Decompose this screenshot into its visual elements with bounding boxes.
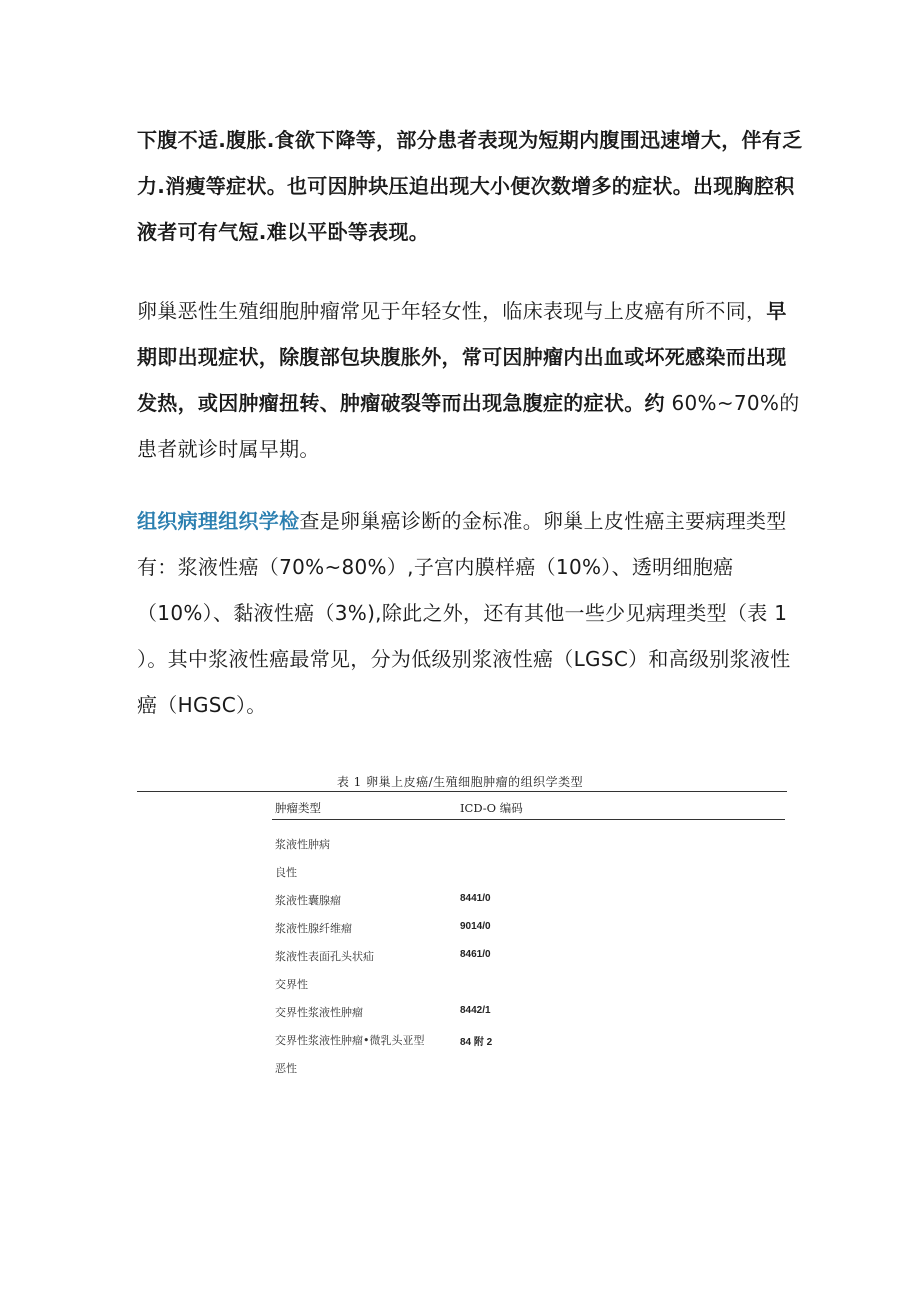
table-row (0, 884, 920, 912)
text-bold: 约 (644, 391, 665, 415)
table-top-rule (137, 791, 787, 792)
text-normal: 查是卵巢癌诊断的金标准。卵巢上皮性癌主要病理类型 (299, 509, 787, 533)
highlight-link[interactable]: 组织病理组织学检 (137, 509, 300, 533)
table-row (0, 1052, 920, 1080)
table-cell-code: 8461/0 (460, 949, 491, 960)
paragraph-line: （10%）、黏液性癌（3%),除此之外，还有其他一些少见病理类型（表 1 (137, 601, 788, 625)
table-row (0, 996, 920, 1024)
text-bold: 发热，或因肿瘤扭转、肿瘤破裂等而出现急腹症的症状。 (137, 391, 645, 415)
table-cell-type: 恶性 (275, 1062, 297, 1075)
paragraph-line: 期即出现症状，除腹部包块腹胀外，常可因肿瘤内出血或坏死感染而出现 (137, 345, 787, 369)
table-title: 表 1 卵巢上皮癌/生殖细胞肿瘤的组织学类型 (336, 775, 584, 789)
table-cell-type: 交界性浆液性肿瘤 (275, 1006, 363, 1019)
text-bold: 早 (766, 299, 787, 323)
table-header-type: 肿瘤类型 (275, 801, 321, 815)
paragraph-line: ）。其中浆液性癌最常见，分为低级别浆液性癌（LGSC）和高级别浆液性 (137, 647, 791, 671)
paragraph-line (137, 380, 800, 426)
table-cell-type: 交界性浆液性肿瘤•微乳头亚型 (275, 1034, 425, 1047)
table-row (0, 1024, 920, 1052)
table-cell-type: 交界性 (275, 978, 308, 991)
paragraph-line: 下腹不适.腹胀.食欲下降等，部分患者表现为短期内腹围迅速增大，伴有乏 (137, 128, 803, 152)
table-row (0, 828, 920, 856)
table-cell-type: 浆液性肿病 (275, 838, 330, 851)
table-cell-type: 浆液性囊腺瘤 (275, 894, 341, 907)
paragraph-pathology (137, 498, 791, 728)
paragraph-line: 液者可有气短.难以平卧等表现。 (137, 220, 430, 244)
table-cell-type: 浆液性腺纤维瘤 (275, 922, 352, 935)
text-normal: 卵巢恶性生殖细胞肿瘤常见于年轻女性，临床表现与上皮癌有所不同， (137, 299, 767, 323)
paragraph-line (137, 288, 787, 334)
paragraph-germ-cell (137, 288, 800, 472)
table-cell-type: 良性 (275, 866, 297, 879)
paragraph-line: 患者就诊时属早期。 (137, 437, 320, 461)
table-row (0, 968, 920, 996)
table-header-code: ICD-O 编码 (460, 801, 523, 815)
paragraph-symptoms (137, 117, 803, 255)
table-cell-code: 8441/0 (460, 893, 491, 904)
table-header-rule (272, 819, 785, 820)
table-cell-code: 8442/1 (460, 1005, 491, 1016)
paragraph-line (137, 498, 787, 544)
table-cell-code: 84 附 2 (460, 1037, 493, 1048)
table-row (0, 856, 920, 884)
paragraph-line: 癌（HGSC）。 (137, 693, 267, 717)
paragraph-line: 有：浆液性癌（70%~80%）,子宫内膜样癌（10%）、透明细胞癌 (137, 555, 734, 579)
table-row (0, 940, 920, 968)
text-normal: 60%~70%的 (664, 391, 800, 415)
paragraph-line: 力.消瘦等症状。也可因肿块压迫出现大小便次数增多的症状。出现胸腔积 (137, 174, 795, 198)
table-cell-code: 9014/0 (460, 921, 491, 932)
table-cell-type: 浆液性表面孔头状疝 (275, 950, 374, 963)
table-row (0, 912, 920, 940)
